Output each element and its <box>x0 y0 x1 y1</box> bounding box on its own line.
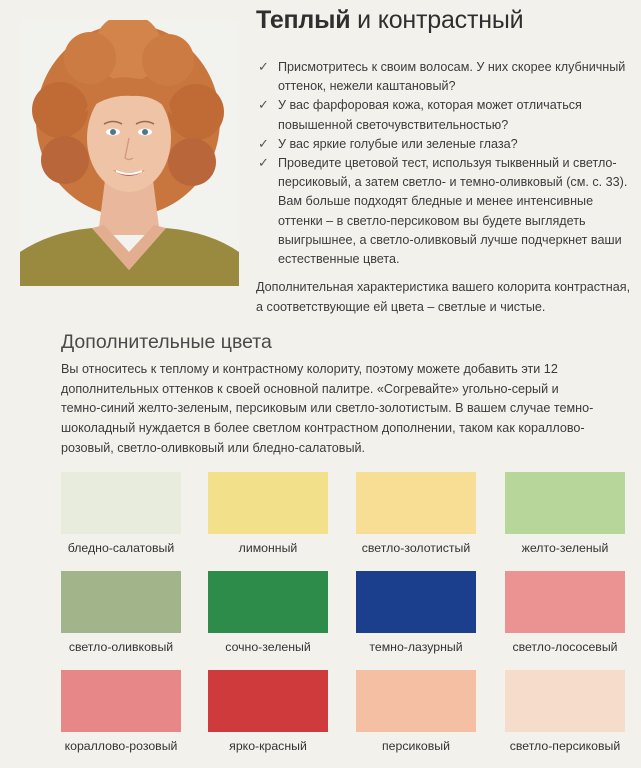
title-rest: и контрастный <box>350 6 524 34</box>
swatch-label: желто-зеленый <box>521 541 609 555</box>
question-checklist <box>258 58 630 269</box>
checklist-item <box>258 96 630 134</box>
extra-characteristic-note: Дополнительная характеристика вашего колорита контрастная, а соответствующие ей цвета – светлые и чистые. <box>256 280 631 314</box>
color-swatch <box>208 571 328 633</box>
swatch-label: ярко-красный <box>229 739 307 753</box>
page-title <box>256 6 523 35</box>
swatch-label: бледно-салатовый <box>67 541 175 555</box>
checkmark-icon: ✓ <box>258 97 269 113</box>
checklist-text: У вас яркие голубые или зеленые глаза? <box>278 136 518 151</box>
swatch-label: светло-оливковый <box>68 640 174 654</box>
color-swatch <box>356 670 476 732</box>
checklist-text: У вас фарфоровая кожа, которая может отличаться повышенной светочувствительностью? <box>278 98 582 132</box>
color-swatch <box>505 670 625 732</box>
checkmark-icon: ✓ <box>258 135 269 151</box>
portrait-photo <box>20 20 239 286</box>
checkmark-icon: ✓ <box>258 155 269 171</box>
checklist-item <box>258 58 630 96</box>
swatch-label: кораллово-розовый <box>64 739 178 753</box>
color-swatch <box>61 670 181 732</box>
color-swatch <box>208 472 328 534</box>
color-swatch <box>505 472 625 534</box>
color-swatch <box>356 571 476 633</box>
portrait-illustration <box>20 20 239 286</box>
checklist-text: Проведите цветовой тест, используя тыквенный и светло-персиковый, а затем светло- и темно-оливковый (см. с. 33). Вам больше подходят бледные и менее интенсивные оттенки – в светло-персиковом вы будете выглядеть выигрышнее, а светло-оливковый лучше подчеркнет ваши естественные цвета. <box>278 156 628 267</box>
checkmark-icon: ✓ <box>258 59 269 74</box>
color-swatch <box>356 472 476 534</box>
color-swatch <box>208 670 328 732</box>
swatch-label: персиковый <box>382 739 450 753</box>
title-bold: Теплый <box>256 6 351 34</box>
color-swatch <box>61 472 181 534</box>
section-paragraph: Вы относитесь к теплому и контрастному колориту, поэтому можете добавить эти 12 дополнительных оттенков к своей основной палитре. «Согревайте» угольно-серый и темно-синий желто-зеленым, персиковым или светло-золотистым. В вашем случае темно-шоколадный нуждается в более светлом контрастном дополнении, таком как кораллово-розовый, светло-оливковый или бледно-салатовый. <box>61 362 594 455</box>
section-title: Дополнительные цвета <box>61 331 272 353</box>
checklist-item <box>258 154 630 269</box>
color-swatch <box>61 571 181 633</box>
swatch-label: светло-лососевый <box>512 640 618 654</box>
swatch-label: темно-лазурный <box>369 640 463 654</box>
checklist-text: Присмотритесь к своим волосам. У них скорее клубничный оттенок, нежели каштановый? <box>278 60 626 94</box>
color-swatch <box>505 571 625 633</box>
swatch-label: светло-персиковый <box>509 739 621 753</box>
swatch-label: лимонный <box>238 541 298 555</box>
swatch-label: сочно-зеленый <box>225 640 311 654</box>
checklist-item <box>258 135 630 154</box>
swatch-label: светло-золотистый <box>361 541 471 555</box>
